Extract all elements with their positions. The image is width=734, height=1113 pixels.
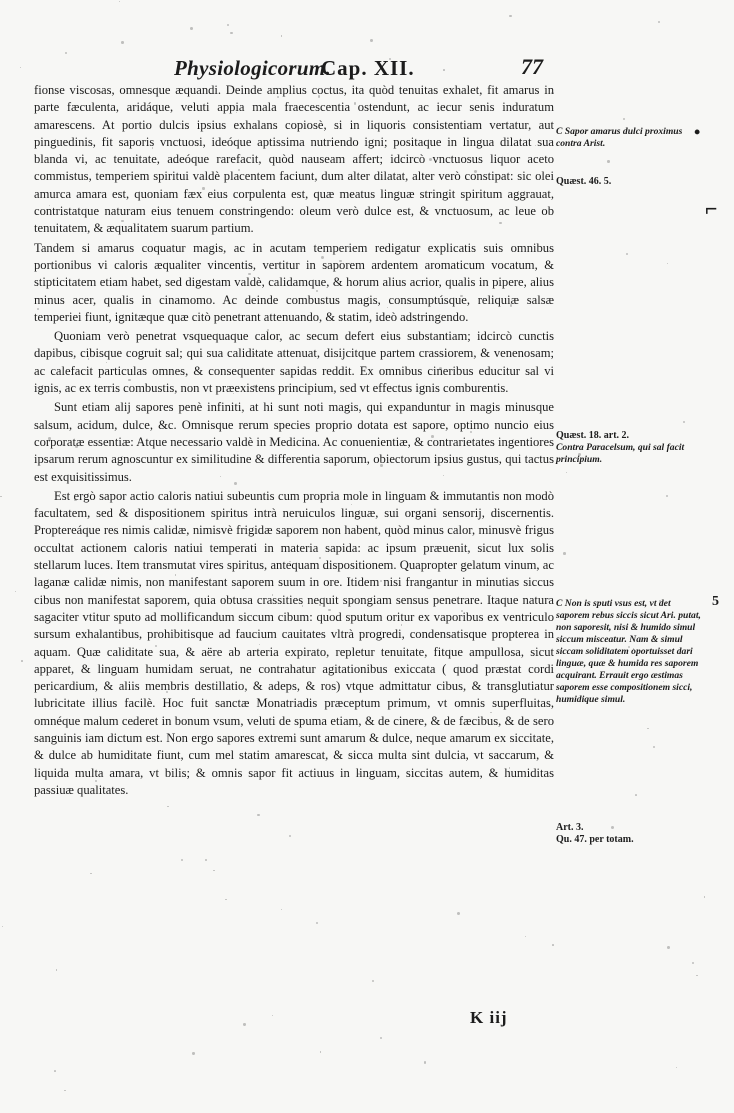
scan-speckle	[202, 187, 204, 189]
scan-speckle	[0, 496, 2, 498]
scan-speckle	[626, 253, 628, 255]
margin-mark: •	[694, 122, 701, 142]
scan-speckle	[704, 896, 706, 898]
scan-speckle	[666, 495, 669, 498]
paragraph: fionse viscosas, omnesque æquandi. Deinde amplius coctus, ita quòd tenuitas exhalet, fit amarus in parte fæculenta, aridáque, veluti appia mala fraecescentia ostendunt, ac iecur senis induratum amarescens. At portio dulcis ipsius exhalans copiosè, si in liquoris consistentiam vertatur, aut pinguedinis, fit saporis vnctuosi, ideóque aptissima nutriendo igni; positaque in lingua dilatat sua blanda vi, ac tenuitate, adeóque rarefacit, quòd nauseam affert; idcircò vnctuosus liquor aceto commistus, temperiem spiritui valdè placentem faciunt, dum alter dilatat, alter verò constipat: sic olei amurca amara est, quoniam fæx eius corpulenta est, quæ meatus linguæ stringit spiritum aggrauat, contristatque naturam eius tenuem constringendo: oleum verò dulce est, & vnctuosum, ac leue ob tenuitatem, & æqualitatem suarum partium.	[34, 83, 554, 236]
scan-speckle	[54, 1070, 56, 1072]
page-number: 77	[521, 54, 543, 79]
scan-speckle	[15, 591, 16, 592]
scan-speckle	[205, 859, 207, 861]
scan-speckle	[499, 222, 502, 225]
scan-speckle	[213, 870, 214, 871]
scan-speckle	[272, 1015, 273, 1016]
running-title: Physiologicorum.	[174, 56, 332, 80]
margin-note: Art. 3.	[556, 822, 584, 833]
scan-speckle	[64, 1090, 66, 1092]
scan-speckle	[238, 169, 240, 171]
scan-speckle	[457, 912, 460, 915]
scan-speckle	[234, 482, 237, 485]
scan-speckle	[387, 307, 388, 308]
scan-speckle	[667, 946, 670, 949]
scan-speckle	[302, 605, 303, 606]
scan-speckle	[283, 754, 284, 755]
paragraph: Quoniam verò penetrat vsquequaque calor, ac secum defert eius substantiam; idcircò cunctis dapibus, cibisque cogruit sal; qui sua caliditate attenuat, disijcitque partem crassiorem, & venenosam; ac calefacit particulas omnes, & consequenter sapidas reddit. Ex omnibus cineribus educitur sal vi ignis, ac ex terris combustis, non vt præexistens principium, sed vt effectus ignis comburentis.	[34, 329, 554, 396]
scan-speckle	[647, 728, 648, 729]
scan-speckle	[220, 476, 221, 477]
scan-speckle	[121, 41, 124, 44]
scan-speckle	[2, 926, 3, 927]
scan-speckle	[354, 102, 356, 104]
scan-speckle	[658, 21, 660, 23]
scan-speckle	[74, 499, 76, 501]
scan-speckle	[635, 794, 637, 796]
scan-speckle	[230, 32, 232, 34]
main-text-block	[34, 82, 554, 801]
scan-speckle	[633, 648, 634, 649]
scan-speckle	[358, 773, 360, 775]
scan-speckle	[113, 531, 115, 533]
scan-speckle	[48, 437, 51, 440]
scan-speckle	[243, 1023, 245, 1025]
scan-speckle	[318, 95, 321, 98]
scan-speckle	[190, 27, 193, 30]
scan-speckle	[281, 909, 282, 910]
scan-speckle	[380, 1037, 382, 1039]
scan-speckle	[166, 691, 168, 693]
scan-speckle	[119, 1, 120, 2]
scan-speckle	[95, 780, 97, 782]
scan-speckle	[257, 814, 259, 816]
scan-speckle	[611, 826, 614, 829]
scan-speckle	[623, 118, 625, 120]
scan-speckle	[404, 127, 406, 129]
scan-speckle	[644, 625, 646, 627]
margin-mark: ⌐	[705, 196, 718, 221]
chapter-label: Cap. XII.	[321, 56, 415, 80]
scan-speckle	[380, 464, 383, 467]
paragraph: Est ergò sapor actio caloris natiui subeuntis cum propria mole in linguam & immutantis non modò facultatem, sed & dispositionem spiritus intrà neruiculos linguæ, sui organi sensorij, discernentis. Proptereáque res nimis calidæ, nimisvè frigidæ saporem non habent, quòd minus calor, minusvè frigus occultat actionem caloris natiui temperati in materia sapida: ac ipsum præuenit, sicut lux solis stellarum luces. Item transmutat vires spiritus, antequam dispositionem. Quapropter gelatum vinum, ac laganæ calidæ nimis, non manifestant saporem suum in ore. Itidem nisi frangantur in minutias siccus cibus non manifestat saporem, quia obtusa crassities nequit spongiam sensus penetrare. Itaque natura sagaciter vtitur sputo ad mollificandum siccum cibum: quod sputum oritur ex vaporibus ex ventriculo sursum exhalantibus, prohibitisque ad faucium cauitates vltrà progredi, condensatisque propterea in aquam. Quæ caliditate sua, & aëre ab arteria expirato, repletur tenuitate, fitque ampullosa, sicut apparet, & linguam humidam seruat, ne contrahatur agitationibus exiccata ( quod præstat cordi pericardium, & aliis membris destillatio, & adeps, & ros) vtque admittatur cibus, & transglutiatur lubricitate illius facilè. Hoc fuit sanctæ Monatriadis præceptum primum, vt omnis superfluitas, omnéque malum cederet in bonum vsum, veluti de spuma etiam, & de cinere, & de fæcibus, & de sero sanguinis iam dictum est. Non ergo sapores extremi sunt amarum & dulce, neque amarum ex siccitate, & dulce ab humiditate fiunt, cum mel statim amarescat, & sicca multa sint dulcia, vt saccarum, & liquida multa amara, vt bilis; & omnis sapor fit actiuus in linguam, siccitas autem, & humiditas passiuæ qualitates.	[34, 488, 554, 797]
margin-note: Quæst. 46. 5.	[556, 176, 612, 187]
paragraph: Sunt etiam alij sapores penè infiniti, at hi sunt noti magis, qui expanduntur in magis minusque salsum, acidum, dulce, &c. Omnisque rerum species proprio dotata est sapore, optimo nuncio eius corporatæ essentiæ: Atque necessario valdè in Medicina. Ac conuenientiæ, & contrarietates ingentiores ipsarum rerum agnoscuntur ex similitudine & differentia saporum, obiectorum ipsius gustus, qui tactus est exquisitissimus.	[34, 400, 554, 484]
scan-speckle	[510, 304, 513, 307]
scan-speckle	[667, 263, 668, 264]
scan-speckle	[552, 944, 554, 946]
margin-note: Quæst. 18. art. 2.	[556, 430, 630, 441]
scan-speckle	[676, 1067, 677, 1068]
scan-speckle	[277, 96, 279, 98]
scan-speckle	[439, 367, 442, 370]
scan-speckle	[90, 873, 92, 875]
scan-speckle	[563, 552, 566, 555]
scan-speckle	[443, 69, 445, 71]
scan-speckle	[509, 15, 511, 17]
scan-speckle	[328, 609, 330, 611]
scan-speckle	[225, 899, 227, 901]
scan-speckle	[372, 980, 374, 982]
scan-speckle	[683, 421, 686, 424]
scan-speckle	[192, 1052, 194, 1054]
scan-speckle	[525, 936, 526, 937]
scan-speckle	[370, 39, 373, 42]
scan-speckle	[181, 859, 183, 861]
scan-speckle	[696, 975, 698, 977]
scan-speckle	[653, 746, 655, 748]
margin-note: Qu. 47. per totam.	[556, 834, 634, 845]
scan-speckle	[319, 557, 320, 558]
margin-note: C Non is sputi vsus est, vt det saporem rebus siccis sicut Ari. putat, non saporesit, nisi & humido simul siccum misceatur. Nam & simul siccam soliditatem oportuisset dari linguæ, quæ & humida res saporem acquirant. Errauit ergo æstimas saporem esse compositionem sicci, humidique simul.	[556, 598, 701, 705]
scan-speckle	[253, 385, 256, 388]
margin-mark: 5	[712, 594, 719, 609]
margin-note: C Sapor amarus dulci proximus contra Arist.	[556, 126, 683, 149]
scan-speckle	[152, 147, 153, 148]
scan-speckle	[98, 246, 100, 248]
scan-speckle	[266, 514, 267, 515]
scan-speckle	[692, 962, 694, 964]
scan-speckle	[316, 922, 318, 924]
scan-speckle	[167, 806, 169, 808]
scan-speckle	[321, 256, 324, 259]
scan-speckle	[227, 24, 229, 26]
scan-speckle	[545, 497, 546, 498]
scan-speckle	[281, 35, 282, 36]
scan-speckle	[267, 329, 269, 331]
scan-speckle	[460, 295, 462, 297]
scan-speckle	[289, 835, 291, 837]
paragraph: Tandem si amarus coquatur magis, ac in acutam temperiem redigatur explicatis suis omnibus portionibus vi caloris æqualiter vincentis, vertitur in saporem ardentem aromaticum vocatum, & stipticitatem etiam habet, sed digestam valdè, calidamque, & horum alius acrior, qualis in pipere, alius minus acer, qualis in cinamomo. Ac deinde combustus magis, consumptúsque, reliquiæ salsæ temperiei fiunt, ignitæque quæ citò penetrant attenuando, & statim, ideò adstringendo.	[34, 240, 554, 324]
scan-speckle	[607, 160, 610, 163]
scan-speckle	[474, 170, 477, 173]
scan-speckle	[429, 158, 432, 161]
scan-speckle	[578, 453, 581, 456]
scan-speckle	[56, 969, 58, 971]
page-header	[0, 52, 734, 82]
scan-speckle	[21, 660, 23, 662]
scan-speckle	[320, 1051, 321, 1052]
scan-speckle	[566, 472, 567, 473]
margin-note: Contra Paracelsum, qui sal facit principium.	[556, 442, 685, 465]
signature-mark: K iij	[470, 1008, 508, 1027]
scan-speckle	[351, 194, 353, 196]
scan-speckle	[424, 1061, 426, 1063]
scan-speckle	[470, 431, 472, 433]
